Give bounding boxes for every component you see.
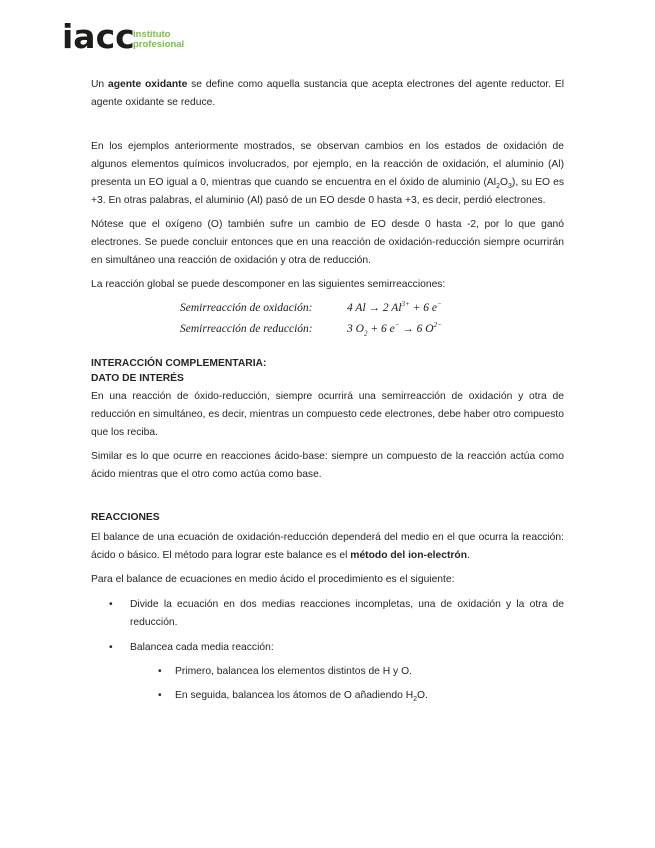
list-item: • Divide la ecuación en dos medias reacciones incompletas, una de oxidación y la otra de reducción. <box>91 596 564 632</box>
sub-list-item: • En seguida, balancea los átomos de O añadiendo $H_2O$. <box>91 687 564 705</box>
sub-list-item: • Primero, balancea los elementos distintos de H y O. <box>91 663 564 681</box>
agente-oxidante-term: agente oxidante <box>107 79 188 90</box>
procedure-list <box>91 596 564 705</box>
dato-interes-heading: DATO DE INTERÉS <box>91 373 184 384</box>
oxygen-paragraph: Nótese que el oxígeno (O) también sufre un cambio de EO desde 0 hasta -2, por lo que ganó electrones. Se puede concluir entonces que en una reacción de oxidación-reducción siempre ocurrirán en simultáneo una reacción de oxidación y otra de reducción. <box>91 219 564 266</box>
reacciones-paragraph-2: Para el balance de ecuaciones en medio ácido el procedimiento es el siguiente: <box>91 574 455 585</box>
global-reaction-paragraph: La reacción global se puede descomponer en las siguientes semirreacciones: <box>91 279 446 290</box>
document-body <box>91 76 564 705</box>
reduction-semireaction: Semirreacción de reducción: 3 $O_2 + 6$ e− → 6 $O^{2-}$ <box>180 321 442 338</box>
logo-subtitle <box>133 30 184 50</box>
interaction-heading: INTERACCIÓN COMPLEMENTARIA: <box>91 358 267 369</box>
examples-paragraph: En los ejemplos anteriormente mostrados, se observan cambios en los estados de oxidación de algunos elementos químicos involucrados, por ejemplo, en la reacción de oxidación, el aluminio (Al) presenta un EO igual a 0, mientras que cuando se encuentra en el óxido de aluminio $(Al_2O_3)$, su EO es +3. En otras palabras, el aluminio (Al) pasó de un EO desde 0 hasta +3, es decir, perdió electrones. <box>91 141 564 206</box>
logo-line2: profesional <box>133 39 185 50</box>
semireactions-block <box>180 298 564 340</box>
list-item: • Balancea cada media reacción: <box>91 639 564 657</box>
intro-paragraph: Un agente oxidante se define como aquella sustancia que acepta electrones del agente reductor. El agente oxidante se reduce. <box>91 79 564 108</box>
logo-mark: iacc <box>62 17 135 56</box>
oxidation-semireaction: Semirreacción de oxidación: 4 Al → 2 $Al^{3+} + 6$ e− <box>180 300 442 314</box>
interaction-paragraph-1: En una reacción de óxido-reducción, siempre ocurrirá una semirreacción de oxidación y otra de reducción en simultáneo, es decir, mientras un compuesto cede electrones, debe haber otro compuesto que los reciba. <box>91 391 564 438</box>
reacciones-paragraph-1: El balance de una ecuación de oxidación-reducción dependerá del medio en el que ocurra la reacción: ácido o básico. El método para lograr este balance es el método del ion-electrón. <box>91 532 564 561</box>
logo-line1: instituto <box>133 29 171 40</box>
interaction-paragraph-2: Similar es lo que ocurre en reacciones ácido-base: siempre un compuesto de la reacción actúa como ácido mientras que el otro como actúa como base. <box>91 451 564 480</box>
reacciones-heading: REACCIONES <box>91 512 160 523</box>
